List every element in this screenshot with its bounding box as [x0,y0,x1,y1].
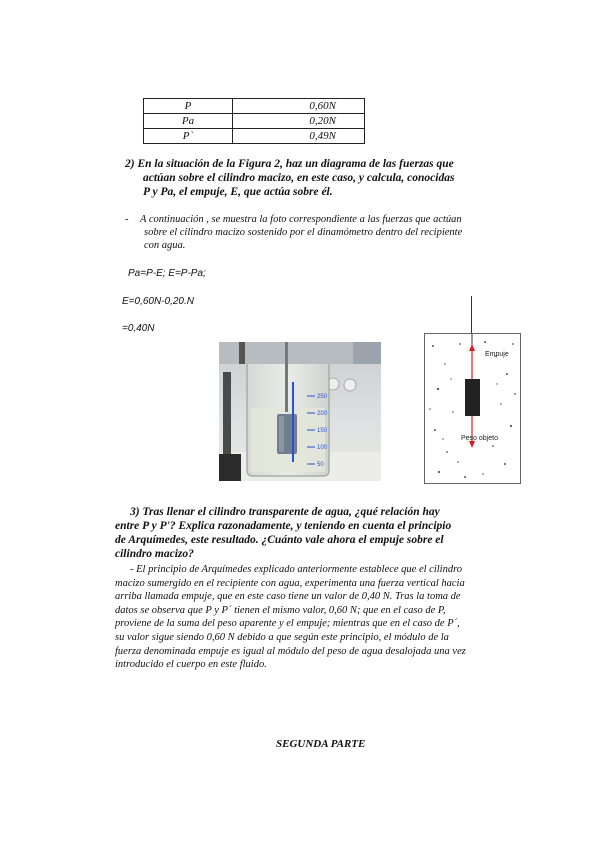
table-cell-value: 0,49N [233,129,365,144]
table-cell-label: P` [144,129,233,144]
answer-3-line: proviene de la suma del peso aparente y el empuje; mientras que en el caso de P´, [115,618,460,630]
section-title: SEGUNDA PARTE [276,738,366,750]
answer-2-line: sobre el cilindro macizo sostenido por el dinamómetro dentro del recipiente [144,227,463,238]
formula-3: =0,40N [122,323,155,334]
table-cell-value: 0,20N [233,114,365,129]
spring-wire [471,296,472,334]
question-2-line: 2) En la situación de la Figura 2, haz un diagrama de las fuerzas que [125,158,454,170]
question-3-line: 3) Tras llenar el cilindro transparente de agua, ¿qué relación hay [130,506,440,518]
answer-3-line: arriba llamada empuje, que en este caso tiene un valor de 0,40 N. Tras la toma de [115,591,461,603]
table-row [144,129,365,144]
question-3-line: entre P y P'? Explica razonadamente, y teniendo en cuenta el principio [115,520,452,532]
scale-mark: 150 [317,428,328,434]
answer-3 [115,563,565,672]
question-3-line: cilindro macizo? [115,548,194,560]
answer-3-line: fuerza denominada empuje es igual al módulo del peso de agua desalojada una vez [115,645,466,657]
table-cell-label: P [144,99,233,114]
answer-2-line: con agua. [144,240,186,251]
empuje-label: Empuje [485,351,509,358]
answer-3-line: introducido el cuerpo en este fluido. [115,659,267,671]
scale-mark: 200 [317,411,328,417]
table-row [144,114,365,129]
table-cell-value: 0,60N [233,99,365,114]
scale-mark: 250 [317,394,328,400]
answer-3-line: - El principio de Arquímedes explicado anteriormente establece que el cilindro [130,564,463,575]
cylinder-shape [465,379,480,416]
beaker-photo-svg [219,342,381,481]
answer-2-line: A continuación , se muestra la foto correspondiente a las fuerzas que actúan [140,214,462,225]
question-2-line: P y Pa, el empuje, E, que actúa sobre él. [143,186,333,198]
force-diagram [424,333,521,484]
question-2-line: actúan sobre el cilindro macizo, en este caso, y calcula, conocidas [143,172,455,184]
answer-2-bullet: - [125,214,129,225]
force-diagram-svg [425,334,520,483]
formula-1: Pa=P-E; E=P-Pa; [128,268,206,279]
question-3-line: de Arquímedes, este resultado. ¿Cuánto vale ahora el empuje sobre el [115,534,444,546]
values-table [143,98,365,144]
peso-label: Peso objeto [461,435,498,442]
scale-mark: 50 [317,462,324,468]
answer-2 [125,213,555,252]
formula-2: E=0,60N-0,20.N [122,296,194,307]
question-2 [125,157,545,199]
table-row [144,99,365,114]
question-3 [115,505,555,561]
beaker-photo [219,342,381,481]
table-cell-label: Pa [144,114,233,129]
answer-3-line: su valor sigue siendo 0,60 N debido a que según este principio, el módulo de la [115,631,449,643]
scale-mark: 100 [317,445,328,451]
answer-3-line: datos se observa que P y P´ tienen el mismo valor, 0,60 N; que en el caso de P, [115,604,446,616]
answer-3-line: macizo sumergido en el recipiente con agua, experimenta una fuerza vertical hacia [115,577,465,589]
